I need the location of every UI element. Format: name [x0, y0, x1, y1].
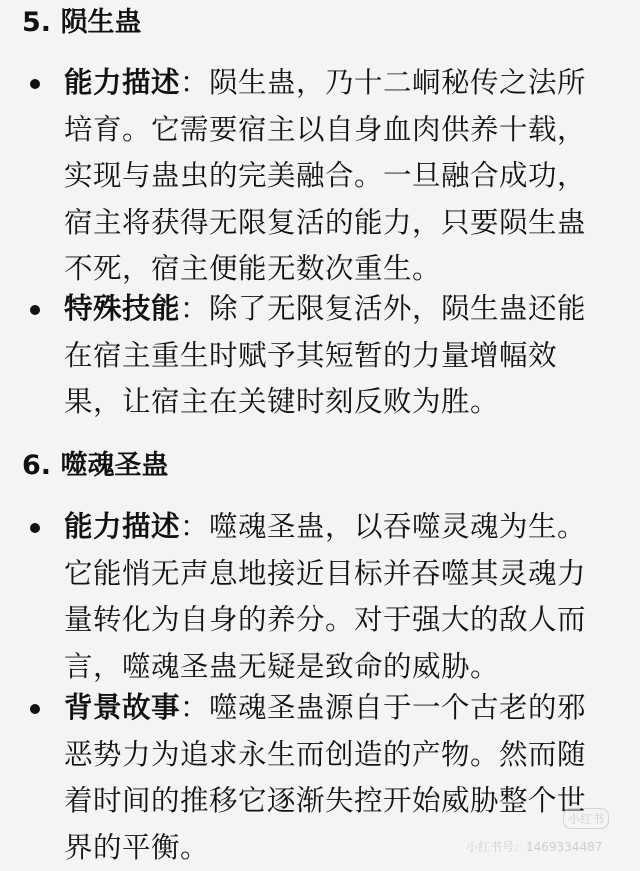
bullet-body: ：除了无限复活外，陨生蛊还能在宿主重生时赋予其短暂的力量增幅效果，让宿主在关键时刻反败为胜。 [64, 292, 587, 418]
bullet-text [64, 286, 604, 426]
bullet-body: ：噬魂圣蛊，以吞噬灵魂为生。它能悄无声息地接近目标并吞噬其灵魂力量转化为自身的养分。对于强大的敌人而言，噬魂圣蛊无疑是致命的威胁。 [64, 510, 587, 683]
section-heading: 5. 陨生蛊 [22, 7, 142, 38]
bullet-term: 背景故事 [64, 691, 181, 724]
bullet-body: ：噬魂圣蛊源自于一个古老的邪恶势力为追求永生而创造的产物。然而随着时间的推移它逐渐失控开始威胁整个世界的平衡。 [64, 691, 587, 864]
watermark-logo: 小红书 [563, 808, 609, 829]
bullet-term: 能力描述 [64, 510, 181, 543]
bullet-icon [30, 305, 40, 315]
bullet-term: 能力描述 [64, 66, 181, 99]
section-heading: 6. 噬魂圣蛊 [22, 450, 169, 481]
bullet-term: 特殊技能 [64, 292, 181, 325]
watermark-id: 小红书号：1469334487 [466, 840, 603, 854]
bullet-icon [30, 523, 40, 533]
bullet-icon [30, 704, 40, 714]
bullet-icon [30, 79, 40, 89]
bullet-text [64, 504, 604, 690]
bullet-body: ：陨生蛊，乃十二峒秘传之法所培育。它需要宿主以自身血肉供养十载，实现与蛊虫的完美融合。一旦融合成功，宿主将获得无限复活的能力，只要陨生蛊不死，宿主便能无数次重生。 [64, 66, 587, 285]
bullet-text [64, 60, 604, 293]
